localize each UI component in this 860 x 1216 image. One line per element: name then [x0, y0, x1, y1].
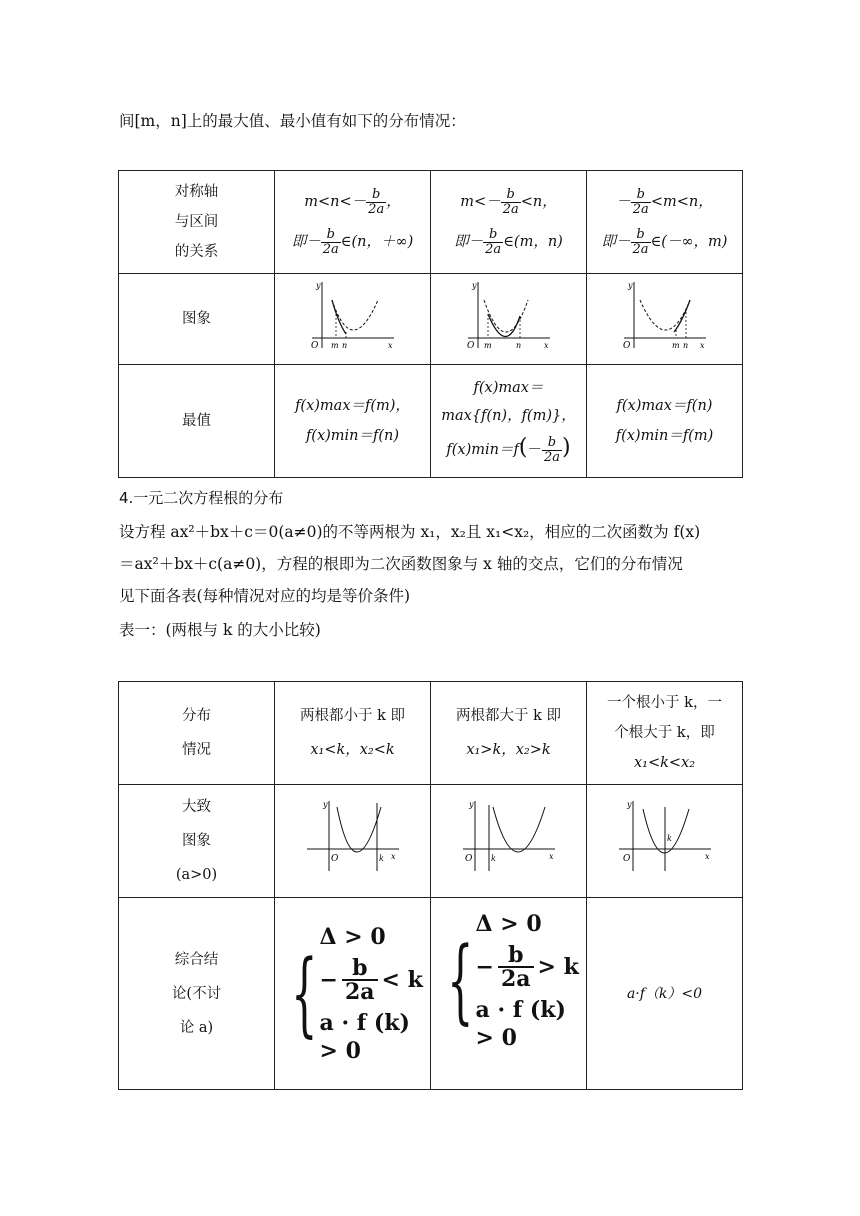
cell-line: x₁>k，x₂>k — [466, 742, 551, 758]
cell-line: 两根都小于 k 即 — [299, 708, 405, 724]
cell-line: 对称轴 — [174, 184, 219, 200]
x-label: x — [390, 851, 396, 861]
graph-cell — [275, 785, 431, 898]
cell-text: ， — [386, 194, 401, 210]
paragraph-line: ＝ax²＋bx＋c(a≠0)，方程的根即为二次函数图象与 x 轴的交点，它们的分布情况 — [119, 555, 683, 573]
cell-line: 与区间 — [174, 214, 219, 230]
graph-label: 图象 — [119, 274, 275, 365]
parabola-curve — [640, 300, 690, 330]
graph-cell — [587, 785, 743, 898]
case-k-between — [587, 682, 743, 785]
cell-text: ∈(－∞，m) — [650, 234, 728, 250]
fraction: $\frac{b}{2a}$ — [502, 186, 519, 217]
cell-line: 两根都大于 k 即 — [455, 708, 561, 724]
parabola-graph-left — [308, 278, 398, 350]
case-both-less — [275, 682, 431, 785]
cell-text: － — [616, 194, 631, 210]
value-cell-right — [587, 365, 743, 478]
parabola-curve — [643, 809, 689, 853]
n-label: n — [341, 340, 347, 350]
case-right-header — [587, 171, 743, 274]
min-value: f(x)min＝f(m) — [615, 428, 714, 444]
x-label: x — [543, 340, 549, 350]
table-extrema — [118, 170, 743, 478]
cell-text: m<n<－ — [304, 194, 367, 210]
y-label: y — [468, 799, 474, 809]
cell-text: ∈(m，n) — [503, 234, 563, 250]
cell-line: 个根大于 k，即 — [614, 725, 715, 741]
graph-cell — [431, 274, 587, 365]
parabola-curve — [332, 300, 378, 330]
cell-line: 情况 — [182, 742, 211, 758]
parabola-curve — [337, 807, 381, 852]
table-row — [119, 898, 743, 1090]
conclusion-both-less — [275, 898, 431, 1090]
x-label: x — [387, 340, 393, 350]
header-distribution — [119, 682, 275, 785]
value-cell-middle — [431, 365, 587, 478]
graph-cell — [587, 274, 743, 365]
cell-line: (a>0) — [175, 867, 218, 883]
case-middle-header — [431, 171, 587, 274]
x-label: x — [704, 851, 710, 861]
max-value-expr: max{f(n)，f(m)}， — [441, 408, 576, 424]
parabola-graph-both-less — [303, 797, 403, 875]
fraction: $\frac{b}{2a}$ — [632, 186, 649, 217]
cell-line: x₁<k<x₂ — [633, 755, 696, 771]
fraction: $\frac{b}{2a}$ — [632, 226, 649, 257]
condition-discriminant: Δ > 0 — [319, 923, 386, 950]
value-label: 最值 — [119, 365, 275, 478]
case-left-header — [275, 171, 431, 274]
conclusion-label — [119, 898, 275, 1090]
x-label: x — [548, 851, 554, 861]
max-value: f(x)max＝ — [473, 380, 544, 396]
fraction: $\frac{b}{2a}$ — [485, 226, 502, 257]
y-label: y — [315, 280, 321, 290]
origin-label: O — [310, 340, 318, 350]
k-label: k — [490, 853, 496, 863]
origin-label: O — [464, 853, 472, 864]
m-label: m — [330, 340, 339, 350]
origin-label: O — [622, 340, 630, 350]
cell-line: 大致 — [182, 799, 211, 815]
cell-line: 综合结 — [174, 951, 219, 968]
cell-line: 论(不讨 — [171, 985, 222, 1002]
case-both-greater — [431, 682, 587, 785]
value-cell-left — [275, 365, 431, 478]
paragraph-line: 设方程 ax²＋bx＋c＝0(a≠0)的不等两根为 x₁，x₂且 x₁<x₂，相应的二次函数为 f(x) — [119, 523, 701, 541]
m-label: m — [671, 340, 680, 350]
parabola-graph-middle — [464, 278, 554, 350]
cell-text: m<－ — [460, 194, 501, 210]
origin-label: O — [622, 853, 630, 864]
table-root-distribution — [118, 681, 743, 1090]
parabola-curve — [493, 807, 545, 852]
condition-discriminant: Δ > 0 — [475, 911, 542, 937]
cell-text: f(x)min＝f — [446, 442, 519, 458]
cell-text: 即－ — [601, 234, 631, 250]
y-label: y — [627, 280, 633, 290]
cell-line: 的关系 — [174, 244, 219, 260]
section-title: 4.一元二次方程根的分布 — [119, 489, 284, 507]
cell-line: 一个根小于 k，一 — [607, 695, 722, 711]
n-label: n — [682, 340, 688, 350]
table-row — [119, 682, 743, 785]
cell-line: 论 a) — [179, 1019, 214, 1036]
table-row — [119, 171, 743, 274]
table-row — [119, 785, 743, 898]
min-value: f(x)min＝f(n) — [305, 428, 400, 444]
fraction: $\frac{b}{2a}$ — [543, 434, 560, 465]
y-label: y — [626, 799, 632, 809]
table-row — [119, 365, 743, 478]
graph-label — [119, 785, 275, 898]
parabola-curve — [484, 300, 528, 332]
condition-fk: a · f (k) > 0 — [475, 997, 566, 1051]
cell-line: 分布 — [182, 708, 211, 724]
fraction: $\frac{b}{2a}$ — [368, 186, 385, 217]
table-caption: 表一：(两根与 k 的大小比较) — [119, 621, 321, 639]
m-label: m — [483, 340, 492, 350]
parabola-segment — [674, 300, 690, 332]
equation-system — [275, 923, 430, 1065]
parabola-graph-both-greater — [459, 797, 559, 875]
brace: { — [447, 927, 474, 1034]
equation-system — [431, 910, 586, 1052]
parabola-graph-right — [620, 278, 710, 350]
parabola-segment — [332, 300, 346, 334]
condition-axis: − $\frac{b}{2a}$ > k — [475, 942, 579, 992]
min-value: f(x)min＝f(－ $\frac{b}{2a}$ ) — [446, 434, 571, 465]
paragraph-line: 见下面各表(每种情况对应的均是等价条件) — [119, 587, 411, 605]
max-value: f(x)max＝f(n) — [616, 398, 713, 414]
graph-cell — [431, 785, 587, 898]
parabola-segment — [488, 314, 520, 337]
k-label: k — [378, 853, 384, 863]
x-label: x — [699, 340, 705, 350]
parabola-graph-k-between — [615, 797, 715, 875]
condition-axis: − $\frac{b}{2a}$ < k — [319, 954, 423, 1005]
cell-text: ∈(n，＋∞) — [340, 234, 414, 250]
origin-label: O — [466, 340, 474, 350]
cell-text: 即－ — [454, 234, 484, 250]
cell-line: x₁<k，x₂<k — [310, 742, 395, 758]
conclusion-k-between: a·f（k）<0 — [587, 898, 743, 1090]
max-value: f(x)max＝f(m)， — [295, 398, 410, 414]
conclusion-both-greater — [431, 898, 587, 1090]
table-row — [119, 274, 743, 365]
n-label: n — [515, 340, 521, 350]
cell-line: 图象 — [182, 833, 211, 849]
origin-label: O — [330, 853, 338, 864]
fraction: $\frac{b}{2a}$ — [322, 226, 339, 257]
y-label: y — [471, 280, 477, 290]
condition-fk: a · f (k) > 0 — [319, 1009, 410, 1064]
graph-cell — [275, 274, 431, 365]
brace: { — [291, 939, 318, 1047]
k-label: k — [666, 833, 672, 843]
cell-text: <n， — [520, 194, 557, 210]
cell-text: 即－ — [291, 234, 321, 250]
intro-text: 间[m，n]上的最大值、最小值有如下的分布情况： — [119, 112, 466, 130]
header-relation — [119, 171, 275, 274]
y-label: y — [322, 799, 328, 809]
cell-text: <m<n， — [650, 194, 713, 210]
